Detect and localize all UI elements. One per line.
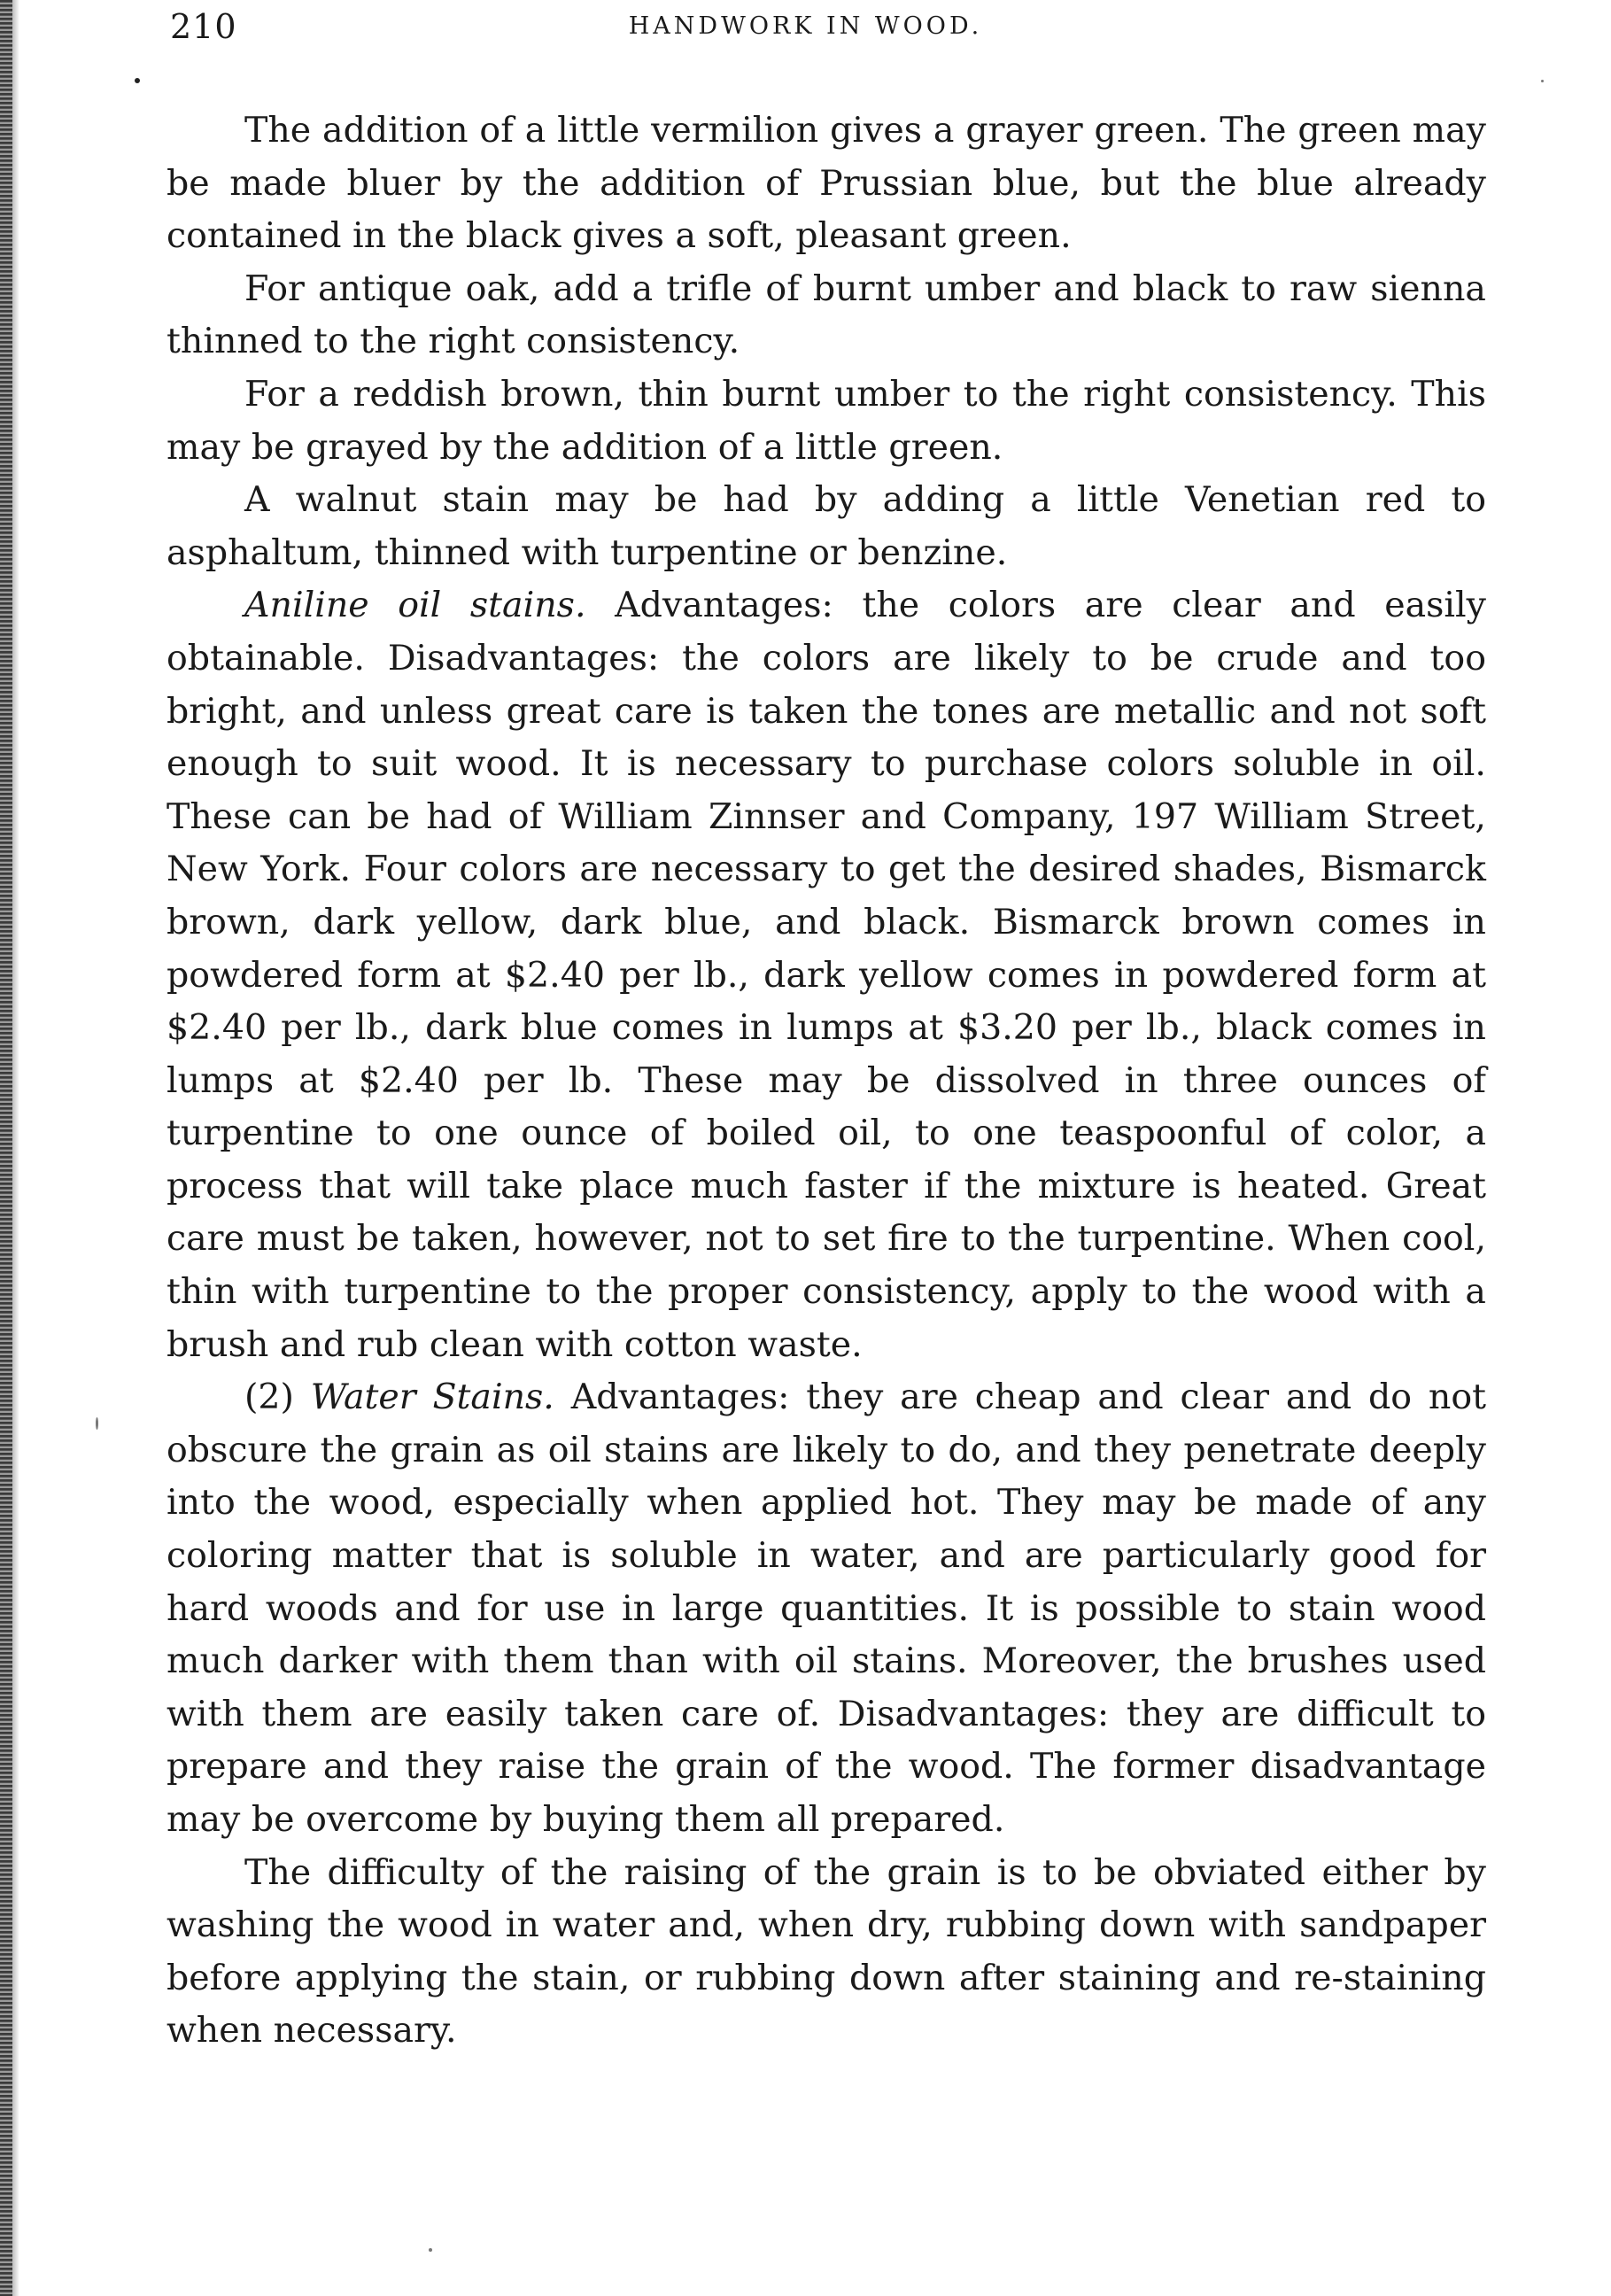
paragraph-water-stains [167,1371,1486,1846]
paragraph-antique-oak [167,263,1486,368]
paragraph-text: Advantages: the colors are clear and easily obtainable. Disadvantages: the colors are likely to be crude and too bright, and unless great care is taken the tones are metallic and not soft enough to suit wood. It is necessary to purchase colors soluble in oil. These can be had of William Zinnser and Company, 197 William Street, New York. Four colors are necessary to get the desired shades, Bismarck brown, dark yellow, dark blue, and black. Bismarck brown comes in powdered form at $2.40 per lb., dark yellow comes in powdered form at $2.40 per lb., dark blue comes in lumps at $3.20 per lb., black comes in lumps at $2.40 per lb. These may be dissolved in three ounces of turpentine to one ounce of boiled oil, to one teaspoonful of color, a process that will take place much faster if the mixture is heated. Great care must be taken, however, not to set fire to the turpentine. When cool, thin with turpentine to the proper consistency, apply to the wood with a brush and rub clean with cotton waste. [167,585,1486,1365]
section-lead-italic: Water Stains. [310,1377,554,1418]
book-binding-edge [0,0,12,2296]
body-text [167,105,1486,2058]
paragraph-aniline-oil-stains [167,579,1486,1371]
paragraph-text: The addition of a little vermilion gives a grayer green. The green may be made bluer by the addition of Prussian blue, but the blue already contained in the black gives a soft, pleasant green. [167,110,1486,257]
paragraph-text: A walnut stain may be had by adding a little Venetian red to asphaltum, thinned with turpentine or benzine. [167,479,1486,573]
paragraph-text: For antique oak, add a trifle of burnt umber and black to raw sienna thinned to the right consistency. [167,268,1486,362]
ink-speck [429,2248,432,2252]
page-number: 210 [170,7,237,46]
paragraph-vermilion-green [167,105,1486,263]
paragraph-raising-grain [167,1847,1486,2058]
paragraph-text: For a reddish brown, thin burnt umber to the right consistency. This may be grayed by the addition of a little green. [167,373,1486,468]
paragraph-walnut-stain [167,474,1486,579]
section-lead-italic: Aniline oil stains. [244,585,586,626]
ink-speck [1541,80,1544,82]
paragraph-reddish-brown [167,368,1486,474]
ink-speck [135,78,140,83]
paragraph-text: The difficulty of the raising of the grain is to be obviated either by washing the wood in water and, when dry, rubbing down with sandpaper before applying the stain, or rubbing down after staining and re-staining when necessary. [167,1851,1486,2052]
gutter-shadow [12,0,19,2296]
paragraph-text: Advantages: they are cheap and clear and do not obscure the grain as oil stains are likely to do, and they penetrate deeply into the wood, especially when applied hot. They may be made of any coloring matter that is soluble in water, and are particularly good for hard woods and for use in large quantities. It is possible to stain wood much darker with them than with oil stains. Moreover, the brushes used with them are easily taken care of. Disadvantages: they are difficult to prepare and they raise the grain of the wood. The former disadvantage may be overcome by buying them all prepared. [167,1377,1486,1840]
ink-speck [96,1417,98,1430]
running-head: HANDWORK IN WOOD. [628,12,983,40]
section-number: (2) [244,1377,311,1418]
